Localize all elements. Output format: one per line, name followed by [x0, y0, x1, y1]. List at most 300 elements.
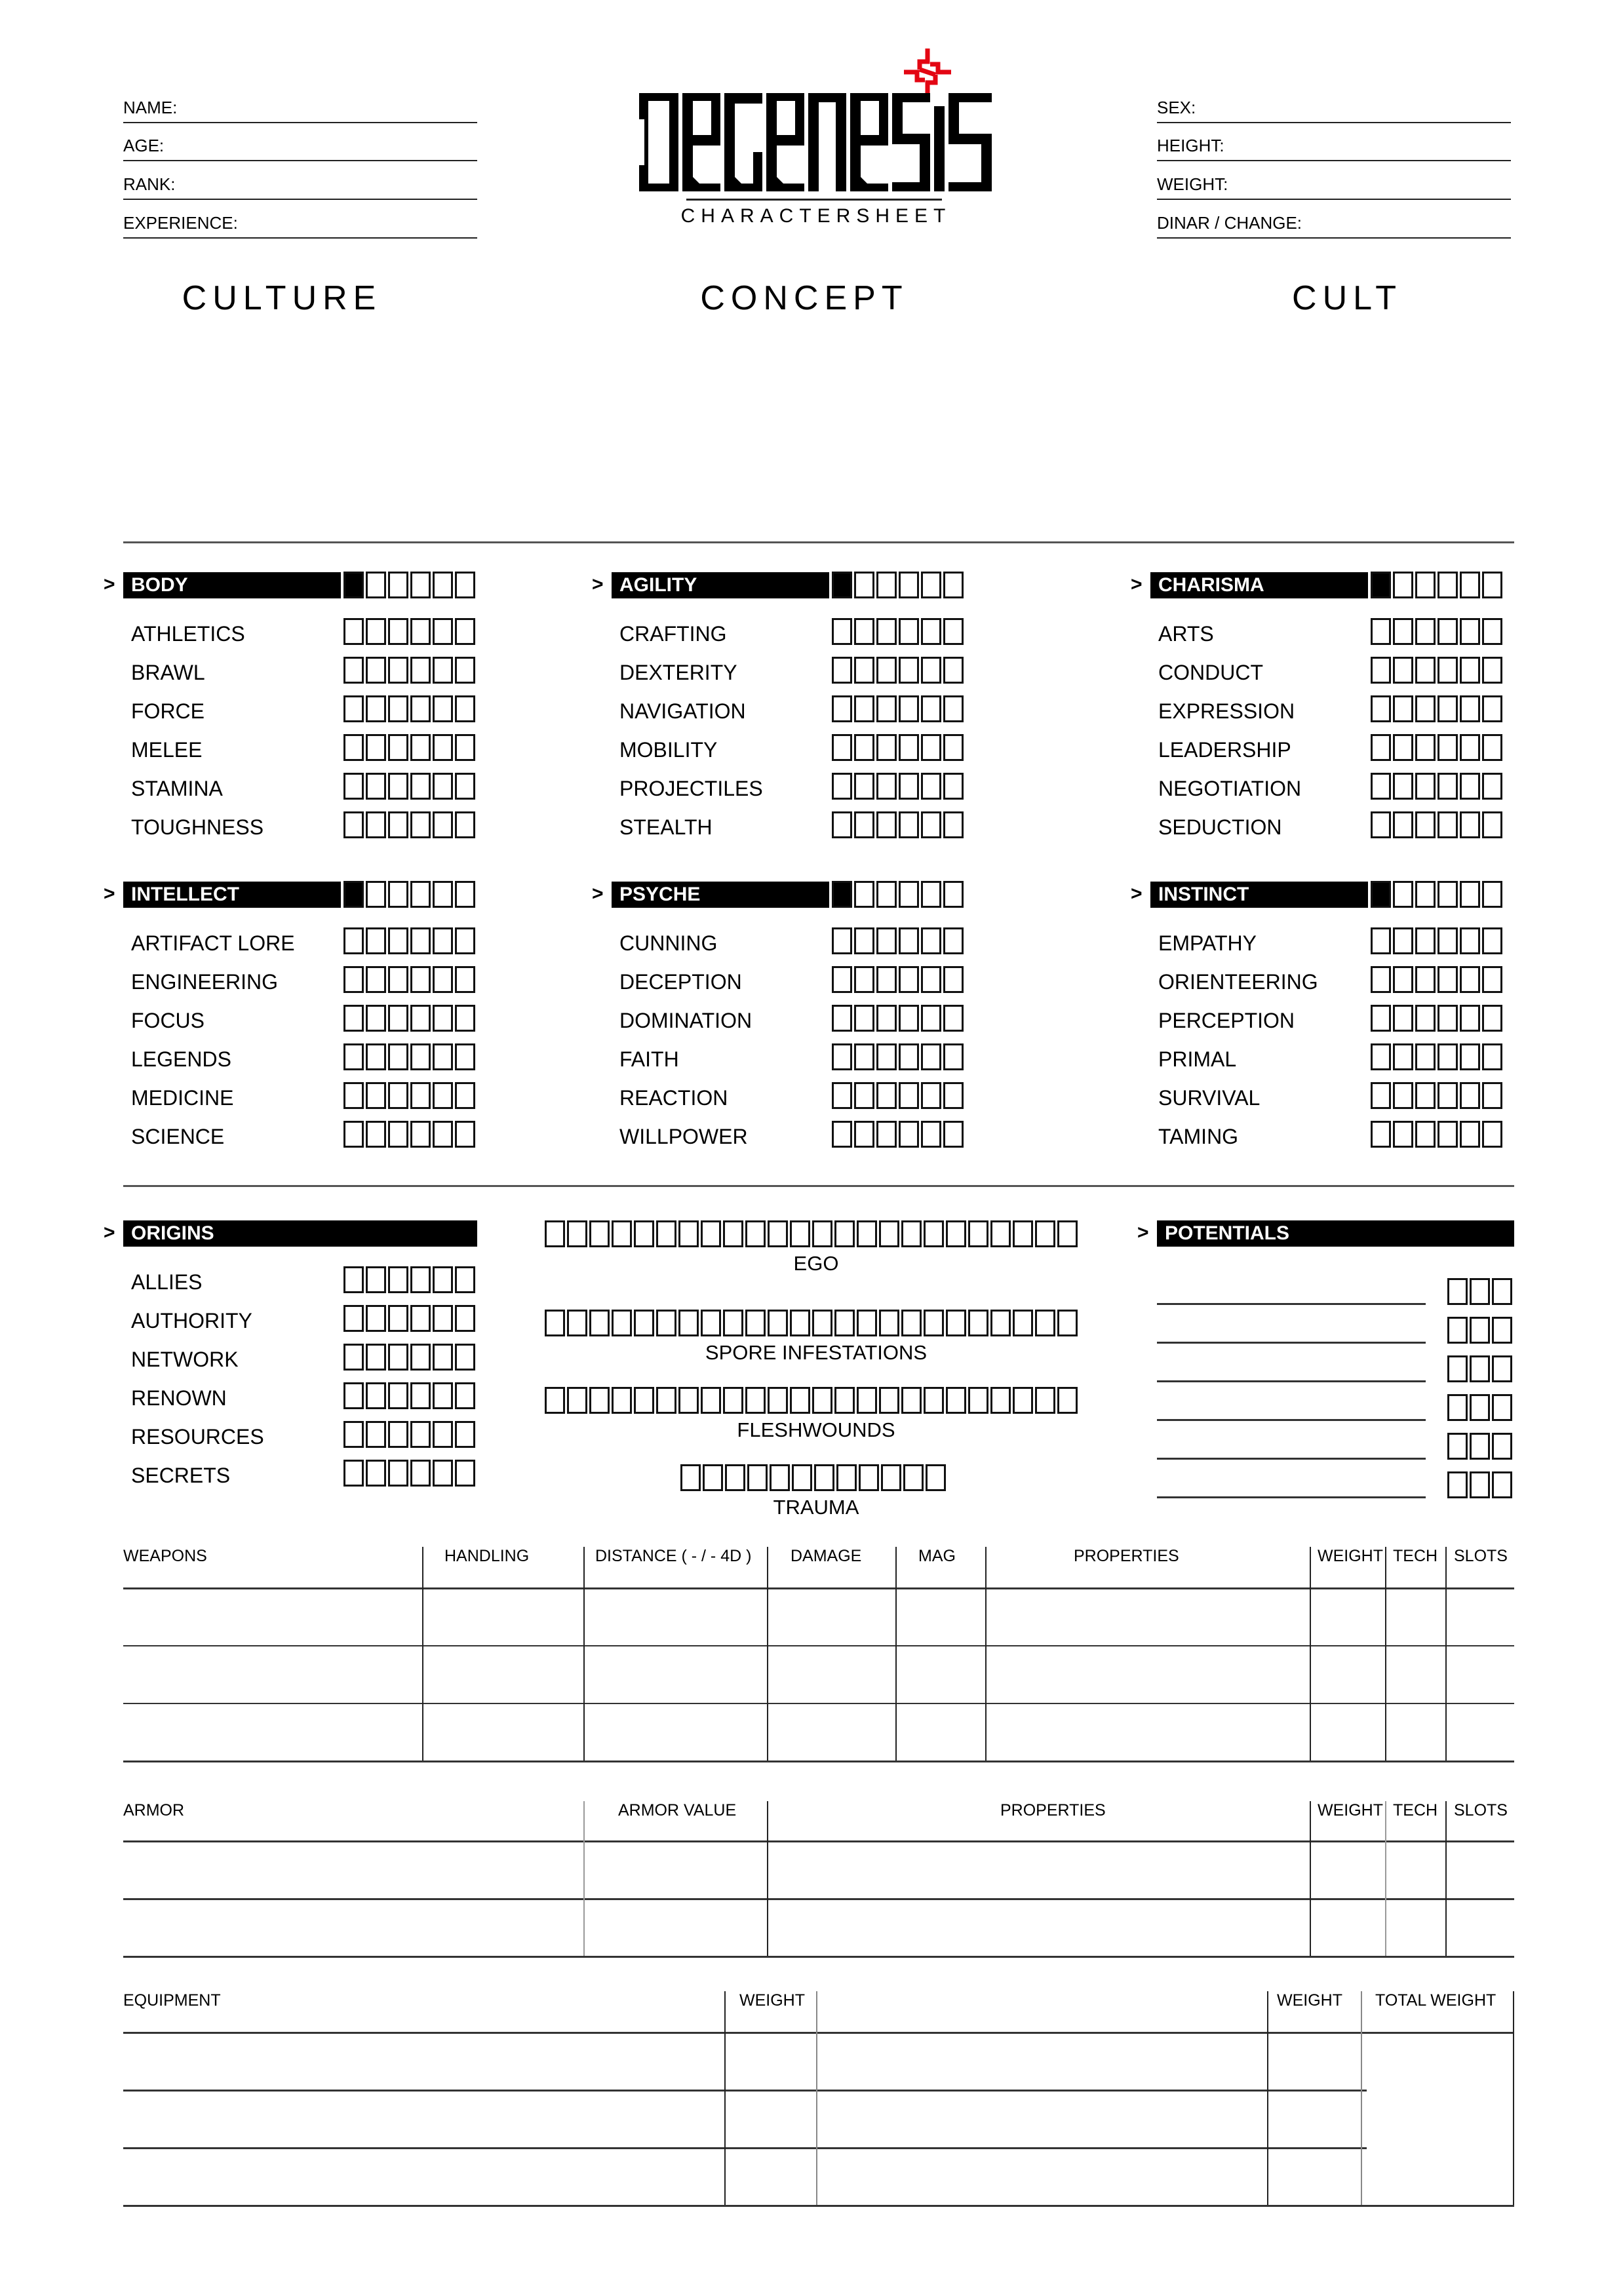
checkbox[interactable]	[1371, 657, 1391, 684]
checkbox[interactable]	[433, 1344, 453, 1371]
checkbox[interactable]	[792, 1464, 812, 1491]
checkbox[interactable]	[1470, 1471, 1490, 1498]
checkbox[interactable]	[857, 1220, 877, 1247]
checkbox[interactable]	[433, 773, 453, 800]
checkbox[interactable]	[455, 1344, 475, 1371]
checkbox[interactable]	[567, 1310, 587, 1336]
checkbox[interactable]	[343, 927, 364, 954]
checkbox[interactable]	[899, 618, 919, 645]
checkbox[interactable]	[854, 927, 874, 954]
checkbox[interactable]	[968, 1220, 988, 1247]
checkbox[interactable]	[790, 1310, 810, 1336]
checkbox[interactable]	[343, 695, 364, 722]
checkbox[interactable]	[921, 927, 941, 954]
checkbox[interactable]	[589, 1387, 610, 1414]
checkbox[interactable]	[433, 618, 453, 645]
checkbox[interactable]	[410, 1460, 431, 1487]
checkbox[interactable]	[1415, 734, 1436, 761]
checkbox[interactable]	[366, 657, 386, 684]
checkbox[interactable]	[1393, 572, 1413, 598]
checkbox[interactable]	[943, 1082, 964, 1109]
checkbox[interactable]	[1415, 1043, 1436, 1070]
checkbox[interactable]	[1482, 657, 1502, 684]
checkbox[interactable]	[366, 734, 386, 761]
checkbox[interactable]	[589, 1220, 610, 1247]
checkbox[interactable]	[899, 966, 919, 993]
checkbox[interactable]	[899, 695, 919, 722]
checkbox[interactable]	[768, 1387, 788, 1414]
checkbox[interactable]	[410, 1266, 431, 1293]
checkbox[interactable]	[1460, 881, 1480, 908]
checkbox[interactable]	[745, 1310, 766, 1336]
potential-name-field[interactable]	[1157, 1380, 1426, 1382]
checkbox[interactable]	[943, 966, 964, 993]
checkbox[interactable]	[1460, 657, 1480, 684]
checkbox[interactable]	[899, 927, 919, 954]
checkbox[interactable]	[1460, 811, 1480, 838]
checkbox[interactable]	[899, 734, 919, 761]
checkbox[interactable]	[854, 811, 874, 838]
checkbox[interactable]	[1371, 1121, 1391, 1148]
checkbox[interactable]	[1057, 1310, 1078, 1336]
checkbox[interactable]	[943, 1005, 964, 1032]
checkbox[interactable]	[455, 1082, 475, 1109]
checkbox[interactable]	[832, 734, 852, 761]
checkbox[interactable]	[814, 1464, 834, 1491]
checkbox[interactable]	[343, 572, 364, 598]
checkbox[interactable]	[455, 773, 475, 800]
checkbox[interactable]	[876, 618, 897, 645]
checkbox[interactable]	[1482, 1121, 1502, 1148]
checkbox[interactable]	[943, 927, 964, 954]
checkbox[interactable]	[876, 811, 897, 838]
checkbox[interactable]	[1460, 773, 1480, 800]
checkbox[interactable]	[410, 1382, 431, 1409]
checkbox[interactable]	[410, 734, 431, 761]
checkbox[interactable]	[1482, 572, 1502, 598]
checkbox[interactable]	[745, 1387, 766, 1414]
checkbox[interactable]	[612, 1310, 632, 1336]
checkbox[interactable]	[946, 1310, 966, 1336]
sex-field[interactable]	[1157, 85, 1511, 123]
checkbox[interactable]	[1492, 1355, 1512, 1382]
checkbox[interactable]	[433, 1305, 453, 1332]
checkbox[interactable]	[455, 572, 475, 598]
checkbox[interactable]	[1371, 695, 1391, 722]
checkbox[interactable]	[656, 1310, 676, 1336]
checkbox[interactable]	[366, 1460, 386, 1487]
checkbox[interactable]	[876, 773, 897, 800]
checkbox[interactable]	[433, 927, 453, 954]
checkbox[interactable]	[343, 1305, 364, 1332]
checkbox[interactable]	[1447, 1317, 1468, 1344]
checkbox[interactable]	[768, 1220, 788, 1247]
checkbox[interactable]	[634, 1220, 654, 1247]
checkbox[interactable]	[1415, 618, 1436, 645]
checkbox[interactable]	[433, 966, 453, 993]
checkbox[interactable]	[901, 1387, 922, 1414]
concept-input-area[interactable]	[639, 328, 993, 524]
checkbox[interactable]	[1415, 572, 1436, 598]
checkbox[interactable]	[1460, 695, 1480, 722]
checkbox[interactable]	[1482, 734, 1502, 761]
checkbox[interactable]	[410, 966, 431, 993]
checkbox[interactable]	[455, 734, 475, 761]
checkbox[interactable]	[343, 773, 364, 800]
checkbox[interactable]	[366, 1121, 386, 1148]
checkbox[interactable]	[1460, 1005, 1480, 1032]
checkbox[interactable]	[881, 1464, 901, 1491]
checkbox[interactable]	[943, 572, 964, 598]
checkbox[interactable]	[388, 1344, 408, 1371]
checkbox[interactable]	[410, 811, 431, 838]
checkbox[interactable]	[701, 1220, 721, 1247]
equipment-row[interactable]	[123, 2149, 1361, 2205]
weapon-row[interactable]	[123, 1646, 1514, 1703]
checkbox[interactable]	[723, 1310, 743, 1336]
checkbox[interactable]	[433, 1460, 453, 1487]
checkbox[interactable]	[876, 1082, 897, 1109]
checkbox[interactable]	[455, 695, 475, 722]
checkbox[interactable]	[388, 966, 408, 993]
checkbox[interactable]	[410, 1305, 431, 1332]
checkbox[interactable]	[1460, 1121, 1480, 1148]
checkbox[interactable]	[388, 811, 408, 838]
checkbox[interactable]	[1393, 773, 1413, 800]
checkbox[interactable]	[1437, 1121, 1458, 1148]
checkbox[interactable]	[926, 1464, 946, 1491]
checkbox[interactable]	[634, 1310, 654, 1336]
checkbox[interactable]	[388, 1305, 408, 1332]
checkbox[interactable]	[388, 1005, 408, 1032]
checkbox[interactable]	[455, 1305, 475, 1332]
checkbox[interactable]	[903, 1464, 924, 1491]
checkbox[interactable]	[876, 572, 897, 598]
checkbox[interactable]	[857, 1310, 877, 1336]
checkbox[interactable]	[876, 1005, 897, 1032]
checkbox[interactable]	[701, 1310, 721, 1336]
checkbox[interactable]	[410, 1005, 431, 1032]
checkbox[interactable]	[1460, 927, 1480, 954]
checkbox[interactable]	[1393, 966, 1413, 993]
checkbox[interactable]	[343, 1043, 364, 1070]
checkbox[interactable]	[921, 773, 941, 800]
checkbox[interactable]	[1393, 618, 1413, 645]
checkbox[interactable]	[388, 1266, 408, 1293]
checkbox[interactable]	[968, 1387, 988, 1414]
checkbox[interactable]	[388, 1043, 408, 1070]
checkbox[interactable]	[876, 1043, 897, 1070]
checkbox[interactable]	[1415, 1082, 1436, 1109]
checkbox[interactable]	[1482, 1005, 1502, 1032]
checkbox[interactable]	[388, 773, 408, 800]
checkbox[interactable]	[943, 695, 964, 722]
checkbox[interactable]	[612, 1387, 632, 1414]
checkbox[interactable]	[1393, 657, 1413, 684]
checkbox[interactable]	[388, 618, 408, 645]
checkbox[interactable]	[343, 811, 364, 838]
checkbox[interactable]	[1371, 572, 1391, 598]
checkbox[interactable]	[854, 773, 874, 800]
weapon-row[interactable]	[123, 1589, 1514, 1645]
checkbox[interactable]	[854, 572, 874, 598]
checkbox[interactable]	[1013, 1220, 1033, 1247]
checkbox[interactable]	[388, 734, 408, 761]
checkbox[interactable]	[1447, 1471, 1468, 1498]
checkbox[interactable]	[343, 1460, 364, 1487]
total-weight-field[interactable]	[1362, 2033, 1513, 2205]
checkbox[interactable]	[1470, 1433, 1490, 1460]
potential-name-field[interactable]	[1157, 1496, 1426, 1498]
checkbox[interactable]	[854, 1121, 874, 1148]
checkbox[interactable]	[921, 618, 941, 645]
checkbox[interactable]	[832, 881, 852, 908]
weight-field[interactable]	[1157, 162, 1511, 200]
checkbox[interactable]	[879, 1220, 899, 1247]
checkbox[interactable]	[990, 1387, 1011, 1414]
checkbox[interactable]	[1035, 1310, 1055, 1336]
checkbox[interactable]	[1447, 1278, 1468, 1305]
checkbox[interactable]	[1393, 1043, 1413, 1070]
checkbox[interactable]	[876, 695, 897, 722]
checkbox[interactable]	[832, 927, 852, 954]
checkbox[interactable]	[834, 1220, 855, 1247]
checkbox[interactable]	[388, 881, 408, 908]
checkbox[interactable]	[678, 1387, 699, 1414]
checkbox[interactable]	[1415, 657, 1436, 684]
checkbox[interactable]	[343, 618, 364, 645]
checkbox[interactable]	[854, 734, 874, 761]
age-field[interactable]	[123, 123, 477, 161]
potential-name-field[interactable]	[1157, 1419, 1426, 1421]
checkbox[interactable]	[1470, 1278, 1490, 1305]
checkbox[interactable]	[1393, 695, 1413, 722]
checkbox[interactable]	[410, 572, 431, 598]
checkbox[interactable]	[366, 1344, 386, 1371]
checkbox[interactable]	[943, 811, 964, 838]
checkbox[interactable]	[433, 811, 453, 838]
checkbox[interactable]	[1482, 966, 1502, 993]
checkbox[interactable]	[343, 881, 364, 908]
checkbox[interactable]	[433, 1421, 453, 1448]
checkbox[interactable]	[899, 1082, 919, 1109]
checkbox[interactable]	[388, 657, 408, 684]
cult-input-area[interactable]	[1157, 328, 1511, 524]
checkbox[interactable]	[1482, 881, 1502, 908]
checkbox[interactable]	[1393, 734, 1413, 761]
checkbox[interactable]	[854, 966, 874, 993]
checkbox[interactable]	[1492, 1317, 1512, 1344]
height-field[interactable]	[1157, 123, 1511, 161]
checkbox[interactable]	[545, 1387, 565, 1414]
checkbox[interactable]	[545, 1220, 565, 1247]
checkbox[interactable]	[1482, 1082, 1502, 1109]
checkbox[interactable]	[1460, 572, 1480, 598]
checkbox[interactable]	[723, 1220, 743, 1247]
checkbox[interactable]	[343, 1382, 364, 1409]
checkbox[interactable]	[343, 1266, 364, 1293]
potential-name-field[interactable]	[1157, 1458, 1426, 1460]
checkbox[interactable]	[343, 1121, 364, 1148]
checkbox[interactable]	[455, 1382, 475, 1409]
checkbox[interactable]	[924, 1310, 944, 1336]
checkbox[interactable]	[1371, 966, 1391, 993]
checkbox[interactable]	[1393, 1082, 1413, 1109]
checkbox[interactable]	[343, 657, 364, 684]
checkbox[interactable]	[924, 1387, 944, 1414]
checkbox[interactable]	[1035, 1220, 1055, 1247]
checkbox[interactable]	[366, 966, 386, 993]
weapon-row[interactable]	[123, 1704, 1514, 1761]
potential-name-field[interactable]	[1157, 1303, 1426, 1305]
checkbox[interactable]	[859, 1464, 879, 1491]
checkbox[interactable]	[921, 1082, 941, 1109]
checkbox[interactable]	[770, 1464, 790, 1491]
equipment-row[interactable]	[123, 2033, 1361, 2090]
checkbox[interactable]	[1460, 734, 1480, 761]
checkbox[interactable]	[1035, 1387, 1055, 1414]
checkbox[interactable]	[832, 657, 852, 684]
checkbox[interactable]	[366, 618, 386, 645]
checkbox[interactable]	[1057, 1387, 1078, 1414]
dinar-change-field[interactable]	[1157, 201, 1511, 239]
checkbox[interactable]	[899, 881, 919, 908]
checkbox[interactable]	[567, 1220, 587, 1247]
checkbox[interactable]	[388, 1421, 408, 1448]
checkbox[interactable]	[921, 966, 941, 993]
name-field[interactable]	[123, 85, 477, 123]
checkbox[interactable]	[1371, 1005, 1391, 1032]
checkbox[interactable]	[946, 1220, 966, 1247]
checkbox[interactable]	[455, 1421, 475, 1448]
checkbox[interactable]	[854, 657, 874, 684]
checkbox[interactable]	[567, 1387, 587, 1414]
checkbox[interactable]	[656, 1387, 676, 1414]
checkbox[interactable]	[433, 734, 453, 761]
checkbox[interactable]	[1371, 618, 1391, 645]
checkbox[interactable]	[854, 1005, 874, 1032]
checkbox[interactable]	[854, 881, 874, 908]
checkbox[interactable]	[701, 1387, 721, 1414]
checkbox[interactable]	[343, 1005, 364, 1032]
checkbox[interactable]	[768, 1310, 788, 1336]
checkbox[interactable]	[433, 1082, 453, 1109]
checkbox[interactable]	[832, 572, 852, 598]
checkbox[interactable]	[455, 966, 475, 993]
checkbox[interactable]	[834, 1310, 855, 1336]
checkbox[interactable]	[1415, 927, 1436, 954]
checkbox[interactable]	[1415, 773, 1436, 800]
checkbox[interactable]	[921, 1121, 941, 1148]
checkbox[interactable]	[433, 881, 453, 908]
checkbox[interactable]	[836, 1464, 857, 1491]
checkbox[interactable]	[366, 881, 386, 908]
checkbox[interactable]	[1415, 811, 1436, 838]
checkbox[interactable]	[1393, 1005, 1413, 1032]
checkbox[interactable]	[901, 1220, 922, 1247]
checkbox[interactable]	[747, 1464, 768, 1491]
checkbox[interactable]	[343, 1421, 364, 1448]
checkbox[interactable]	[1437, 1005, 1458, 1032]
checkbox[interactable]	[1393, 1121, 1413, 1148]
checkbox[interactable]	[433, 1005, 453, 1032]
checkbox[interactable]	[899, 572, 919, 598]
checkbox[interactable]	[1447, 1433, 1468, 1460]
checkbox[interactable]	[1447, 1394, 1468, 1421]
checkbox[interactable]	[1492, 1471, 1512, 1498]
checkbox[interactable]	[725, 1464, 745, 1491]
checkbox[interactable]	[1482, 811, 1502, 838]
checkbox[interactable]	[1013, 1387, 1033, 1414]
checkbox[interactable]	[433, 1266, 453, 1293]
checkbox[interactable]	[680, 1464, 701, 1491]
checkbox[interactable]	[410, 695, 431, 722]
checkbox[interactable]	[410, 1082, 431, 1109]
checkbox[interactable]	[832, 695, 852, 722]
checkbox[interactable]	[410, 1421, 431, 1448]
checkbox[interactable]	[410, 927, 431, 954]
checkbox[interactable]	[879, 1387, 899, 1414]
checkbox[interactable]	[854, 618, 874, 645]
checkbox[interactable]	[1437, 966, 1458, 993]
checkbox[interactable]	[921, 811, 941, 838]
armor-row[interactable]	[123, 1899, 1514, 1956]
checkbox[interactable]	[1470, 1355, 1490, 1382]
checkbox[interactable]	[790, 1220, 810, 1247]
checkbox[interactable]	[832, 773, 852, 800]
checkbox[interactable]	[1482, 773, 1502, 800]
checkbox[interactable]	[1013, 1310, 1033, 1336]
checkbox[interactable]	[455, 1460, 475, 1487]
checkbox[interactable]	[832, 1005, 852, 1032]
checkbox[interactable]	[832, 811, 852, 838]
checkbox[interactable]	[1437, 881, 1458, 908]
checkbox[interactable]	[1393, 811, 1413, 838]
checkbox[interactable]	[410, 881, 431, 908]
equipment-row[interactable]	[123, 2091, 1361, 2147]
checkbox[interactable]	[812, 1387, 832, 1414]
checkbox[interactable]	[921, 734, 941, 761]
checkbox[interactable]	[410, 618, 431, 645]
checkbox[interactable]	[1415, 1005, 1436, 1032]
checkbox[interactable]	[943, 734, 964, 761]
checkbox[interactable]	[790, 1387, 810, 1414]
checkbox[interactable]	[1371, 773, 1391, 800]
checkbox[interactable]	[1371, 1043, 1391, 1070]
checkbox[interactable]	[812, 1220, 832, 1247]
checkbox[interactable]	[876, 927, 897, 954]
checkbox[interactable]	[1437, 618, 1458, 645]
checkbox[interactable]	[388, 695, 408, 722]
checkbox[interactable]	[366, 1043, 386, 1070]
checkbox[interactable]	[1492, 1278, 1512, 1305]
armor-row[interactable]	[123, 1842, 1514, 1898]
checkbox[interactable]	[921, 657, 941, 684]
checkbox[interactable]	[410, 773, 431, 800]
checkbox[interactable]	[832, 1043, 852, 1070]
checkbox[interactable]	[1371, 811, 1391, 838]
checkbox[interactable]	[1437, 695, 1458, 722]
checkbox[interactable]	[812, 1310, 832, 1336]
checkbox[interactable]	[455, 1043, 475, 1070]
checkbox[interactable]	[433, 1043, 453, 1070]
checkbox[interactable]	[990, 1310, 1011, 1336]
checkbox[interactable]	[678, 1220, 699, 1247]
checkbox[interactable]	[433, 657, 453, 684]
checkbox[interactable]	[1437, 1043, 1458, 1070]
checkbox[interactable]	[854, 695, 874, 722]
checkbox[interactable]	[1492, 1433, 1512, 1460]
